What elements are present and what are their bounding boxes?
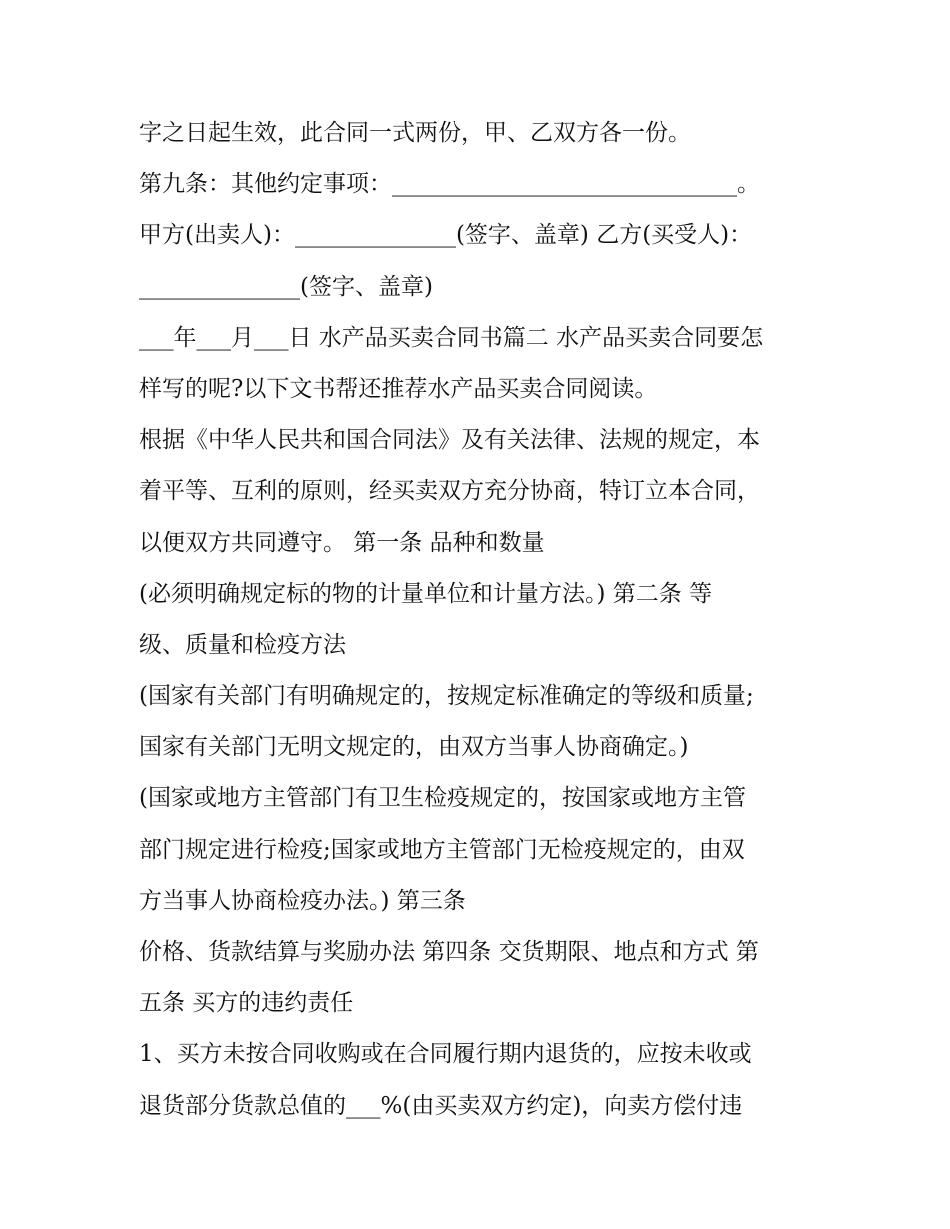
text-line: 部门规定进行检疫;国家或地方主管部门无检疫规定的，由双 — [139, 836, 745, 863]
text-line: 退货部分货款总值的___%(由买卖双方约定)，向卖方偿付违 — [139, 1092, 743, 1119]
text-line: 第九条：其他约定事项：______________________________。 — [139, 171, 760, 198]
text-line: 字之日起生效，此合同一式两份，甲、乙双方各一份。 — [139, 120, 691, 146]
text-line: ___年___月___日 水产品买卖合同书篇二 水产品买卖合同要怎 — [139, 324, 764, 351]
text-line: 样写的呢?以下文书帮还推荐水产品买卖合同阅读。 — [139, 375, 658, 402]
text-line: 根据《中华人民共和国合同法》及有关法律、法规的规定，本 — [139, 427, 760, 454]
text-line: (国家或地方主管部门有卫生检疫规定的，按国家或地方主管 — [139, 785, 746, 812]
text-line: (必须明确规定标的物的计量单位和计量方法。) 第二条 等 — [139, 580, 713, 607]
text-line: 以便双方共同遵守。 第一条 品种和数量 — [139, 529, 545, 556]
text-line: 五条 买方的违约责任 — [139, 990, 354, 1017]
text-line: 着平等、互利的原则，经买卖双方充分协商，特订立本合同， — [139, 478, 760, 505]
text-line: 价格、货款结算与奖励办法 第四条 交货期限、地点和方式 第 — [139, 939, 759, 965]
text-line: 方当事人协商检疫办法。) 第三条 — [139, 887, 466, 914]
text-line: 1、买方未按合同收购或在合同履行期内退货的，应按未收或 — [139, 1041, 752, 1068]
text-line: (国家有关部门有明确规定的，按规定标准确定的等级和质量; — [139, 683, 754, 710]
text-line: ______________(签字、盖章) — [139, 273, 433, 300]
text-line: 国家有关部门无明文规定的，由双方当事人协商确定。) — [139, 734, 689, 761]
text-line: 级、质量和检疫方法 — [139, 631, 346, 658]
document-body — [139, 108, 819, 1132]
text-line: 甲方(出卖人)：______________(签字、盖章) 乙方(买受人)： — [139, 222, 753, 249]
